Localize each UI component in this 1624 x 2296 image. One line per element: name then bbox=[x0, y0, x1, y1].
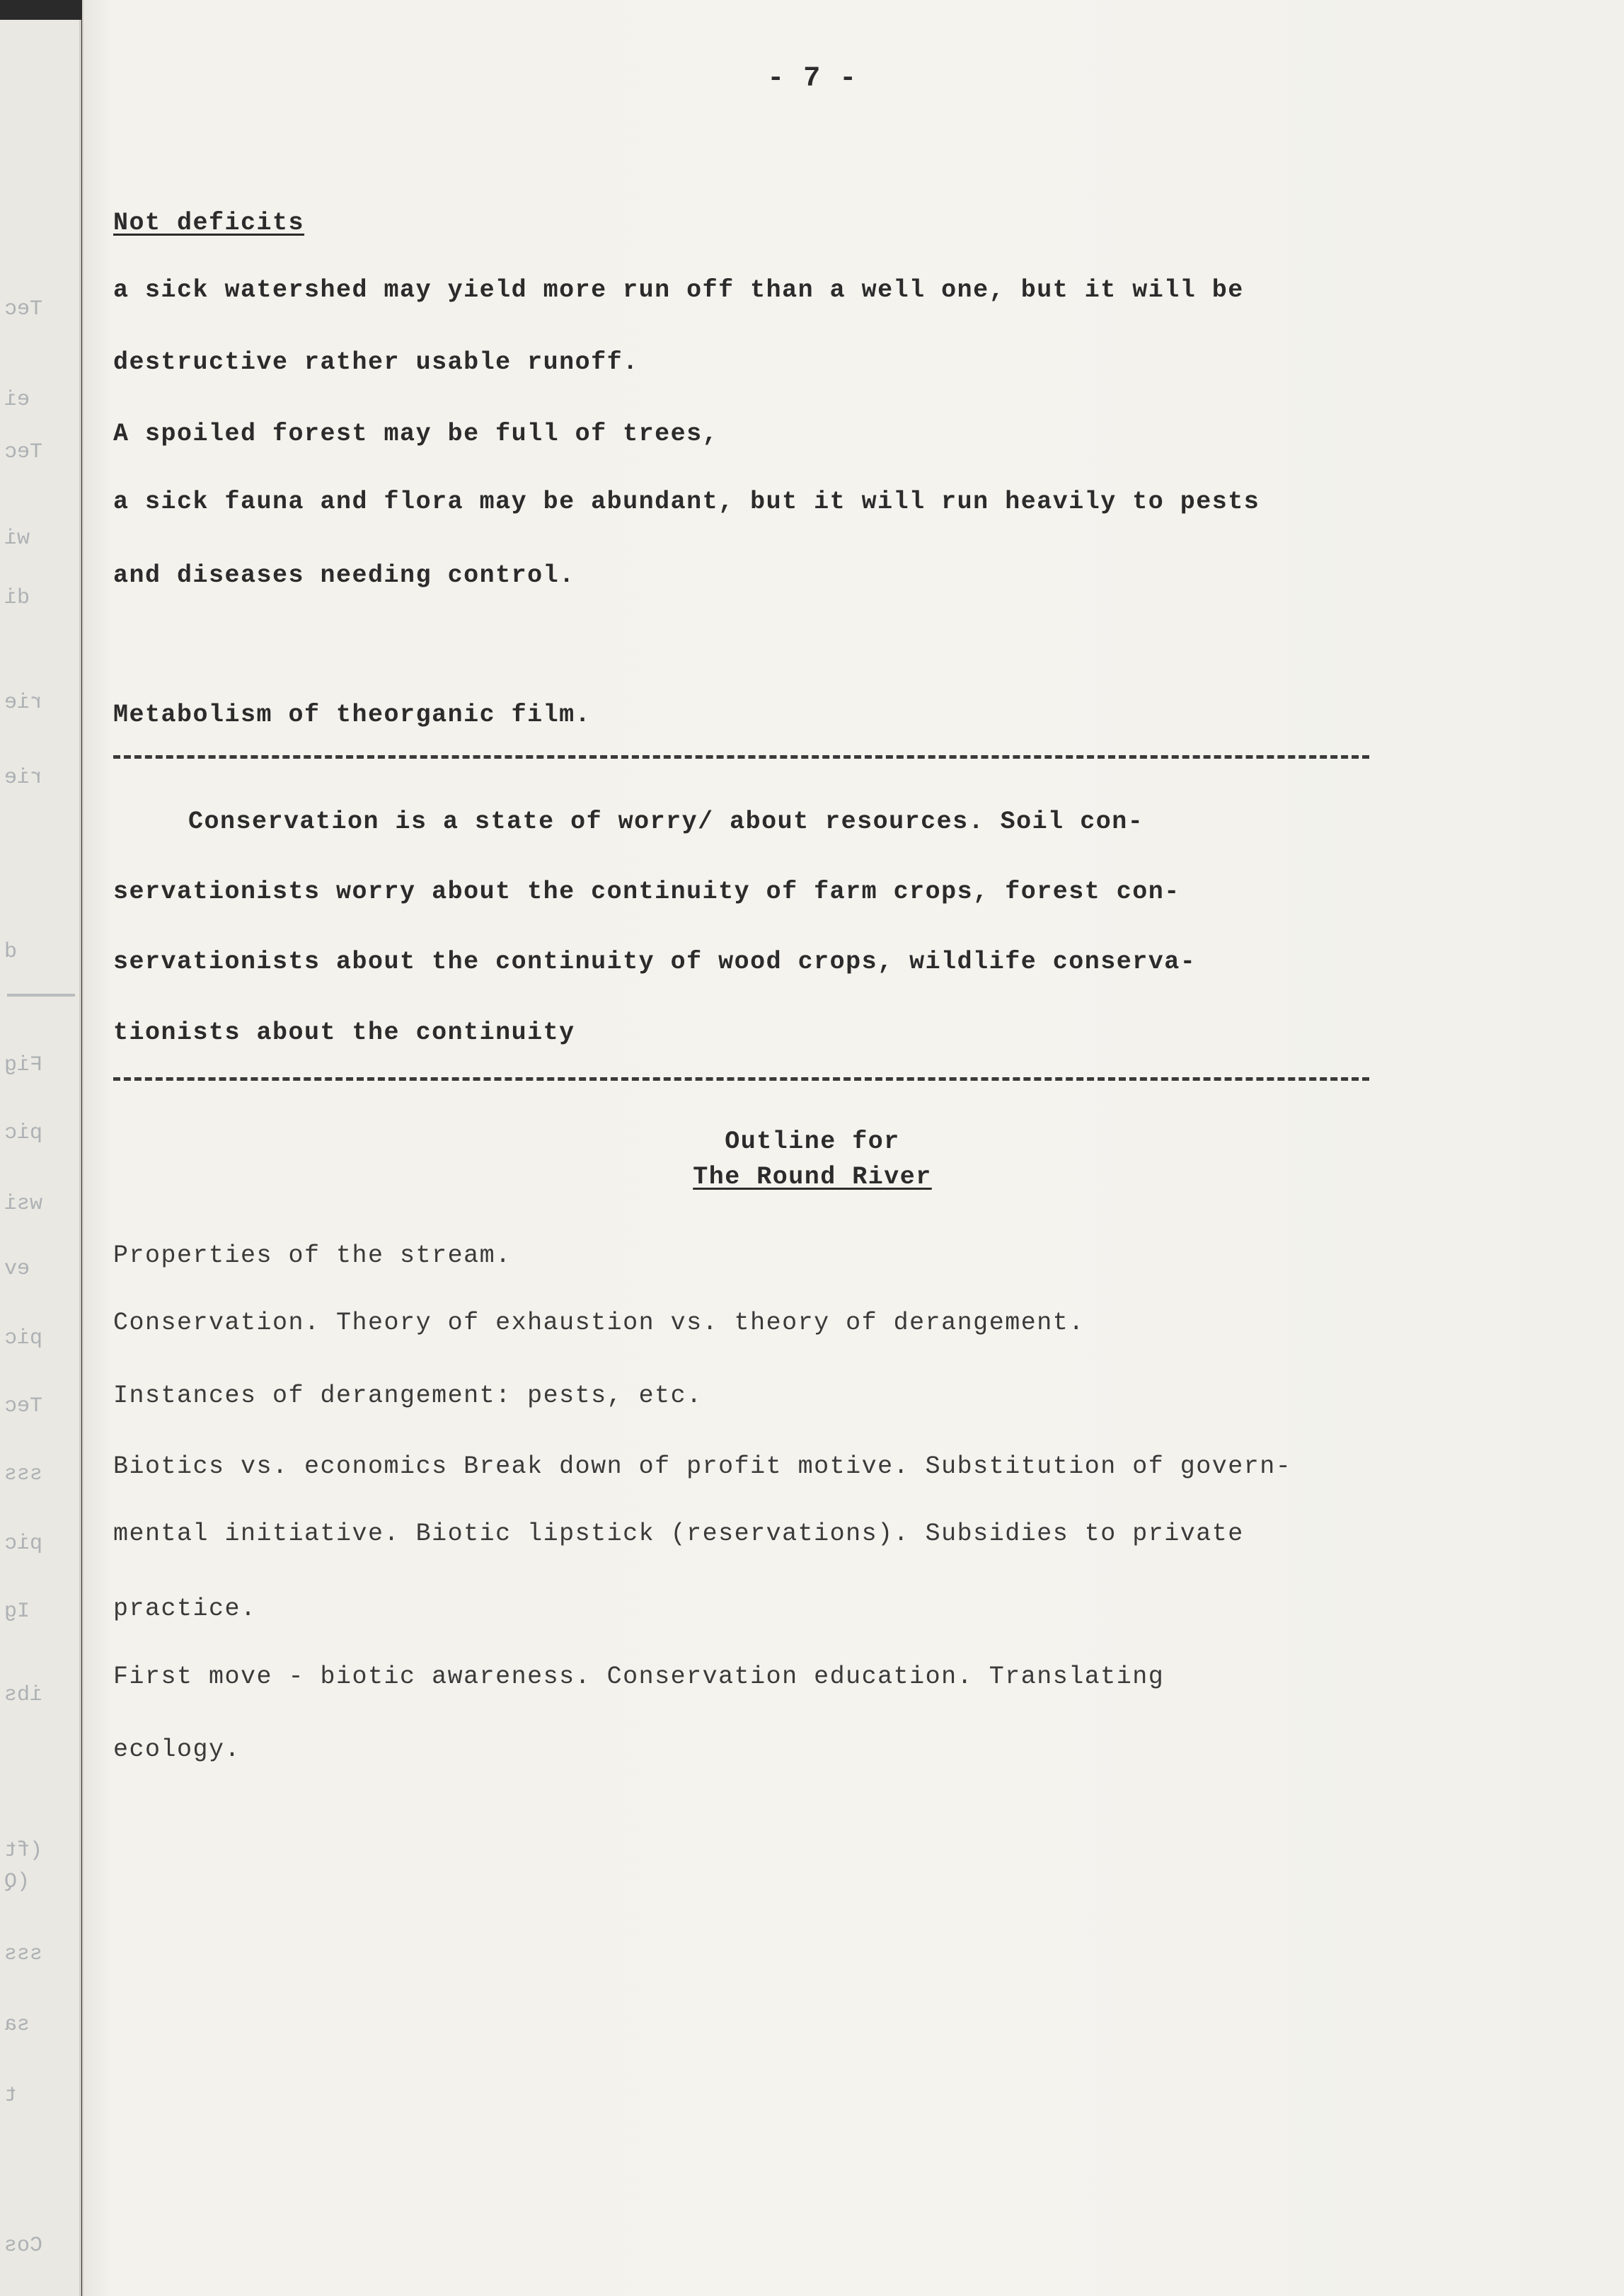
outline-item: mental initiative. Biotic lipstick (reservations). Subsidies to private bbox=[113, 1520, 1244, 1548]
text-line: a sick watershed may yield more run off than a well one, but it will be bbox=[113, 276, 1244, 304]
outline-item: Conservation. Theory of exhaustion vs. theory of derangement. bbox=[113, 1309, 1085, 1337]
text-line: and diseases needing control. bbox=[113, 561, 575, 590]
text-line: servationists about the continuity of wood crops, wildlife conserva- bbox=[113, 948, 1197, 976]
bleed-text: Tec bbox=[4, 1394, 43, 1418]
bleed-rule bbox=[7, 994, 75, 997]
text-line: destructive rather usable runoff. bbox=[113, 348, 639, 377]
horizontal-rule bbox=[113, 1077, 1369, 1081]
text-line: a sick fauna and flora may be abundant, but it will run heavily to pests bbox=[113, 488, 1260, 516]
outline-item: Biotics vs. economics Break down of profit motive. Substitution of govern- bbox=[113, 1452, 1292, 1481]
outline-item: ecology. bbox=[113, 1735, 241, 1764]
outline-subtitle: The Round River bbox=[693, 1163, 932, 1191]
bleed-text: d bbox=[4, 940, 18, 964]
facing-page-edge bbox=[0, 20, 81, 2296]
bleed-text: (ft bbox=[4, 1839, 43, 1863]
bleed-text: sss bbox=[4, 1462, 43, 1486]
section-heading: Metabolism of theorganic film. bbox=[113, 701, 592, 729]
bleed-text: ibs bbox=[4, 1683, 43, 1707]
outline-item: Properties of the stream. bbox=[113, 1241, 512, 1270]
bleed-text: sa bbox=[4, 2013, 30, 2037]
outline-title: Outline for bbox=[725, 1127, 900, 1156]
bleed-text: sss bbox=[4, 1942, 43, 1966]
bleed-text: ei bbox=[4, 388, 30, 412]
bleed-text: wsi bbox=[4, 1192, 43, 1216]
bleed-text: pic bbox=[4, 1326, 43, 1350]
bleed-text: Tec bbox=[4, 297, 43, 321]
bleed-text: Fig bbox=[4, 1053, 43, 1077]
bleed-text: di bbox=[4, 586, 30, 610]
section-heading: Not deficits bbox=[113, 209, 305, 237]
horizontal-rule bbox=[113, 755, 1369, 759]
bleed-text: Ig bbox=[4, 1600, 30, 1624]
outline-item: First move - biotic awareness. Conservation education. Translating bbox=[113, 1663, 1165, 1691]
page-number: - 7 - bbox=[767, 63, 858, 95]
text-line: Conservation is a state of worry/ about resources. Soil con- bbox=[188, 808, 1144, 836]
bleed-text: (Q bbox=[4, 1870, 30, 1894]
bleed-text: pic bbox=[4, 1532, 43, 1556]
outline-item: practice. bbox=[113, 1595, 257, 1623]
bleed-text: rie bbox=[4, 766, 43, 790]
bleed-text: ev bbox=[4, 1257, 30, 1281]
bleed-text: rie bbox=[4, 691, 43, 715]
text-line: servationists worry about the continuity of farm crops, forest con- bbox=[113, 878, 1180, 906]
bleed-text: Tec bbox=[4, 440, 43, 464]
text-line: tionists about the continuity bbox=[113, 1018, 575, 1047]
bleed-text: t bbox=[4, 2084, 18, 2108]
document-page bbox=[82, 0, 1624, 2296]
outline-item: Instances of derangement: pests, etc. bbox=[113, 1382, 703, 1410]
bleed-text: pic bbox=[4, 1121, 43, 1145]
bleed-text: wi bbox=[4, 527, 30, 551]
text-line: A spoiled forest may be full of trees, bbox=[113, 420, 719, 448]
bleed-text: Cos bbox=[4, 2234, 43, 2258]
